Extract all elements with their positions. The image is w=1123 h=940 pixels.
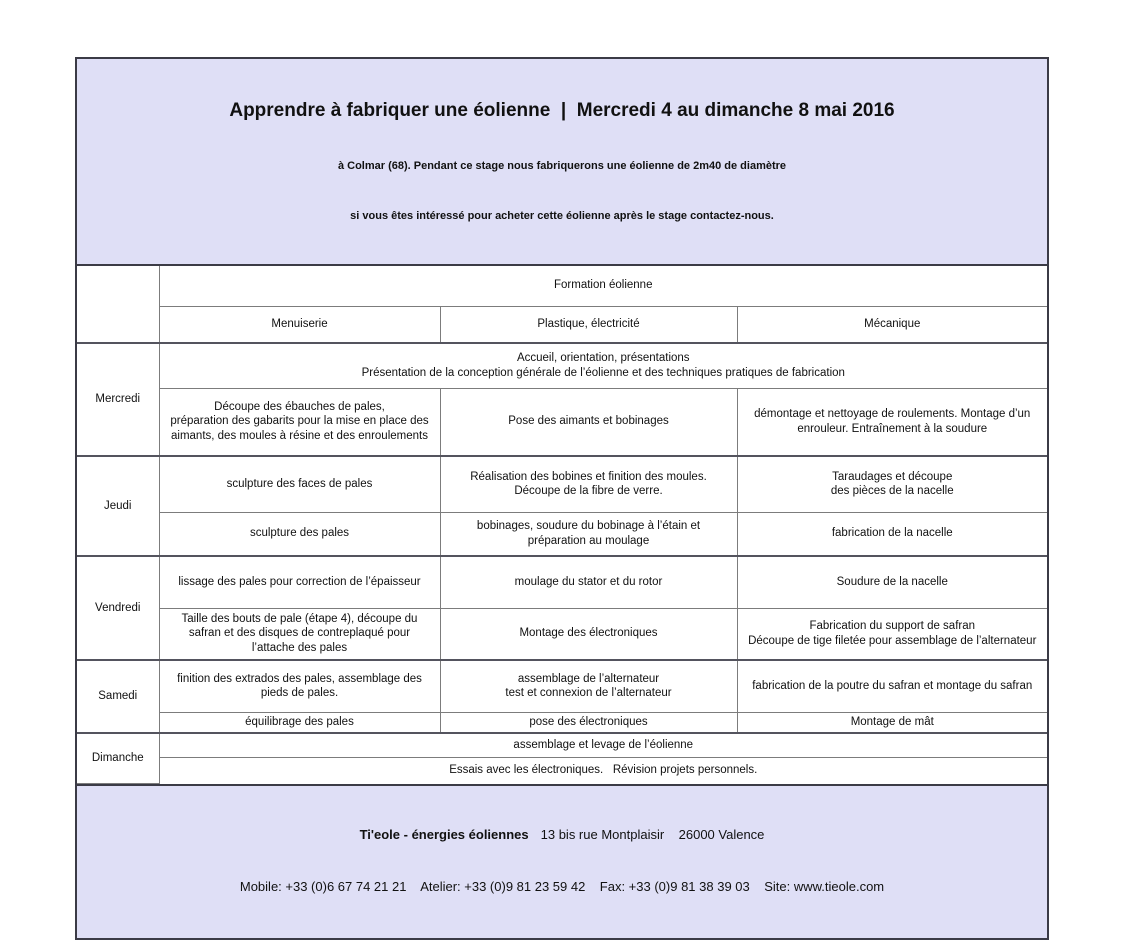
schedule-cell-samedi-plastique-2: pose des électroniques — [440, 712, 737, 733]
corner-empty-cell — [77, 266, 159, 343]
schedule-table — [77, 266, 1047, 784]
header-subtitle-1: à Colmar (68). Pendant ce stage nous fabriquerons une éolienne de 2m40 de diamètre — [337, 160, 787, 172]
column-header-menuiserie: Menuiserie — [159, 306, 440, 343]
schedule-cell-jeudi-mecanique-1: Taraudages et découpe des pièces de la nacelle — [737, 456, 1047, 512]
column-header-plastique-electricite: Plastique, électricité — [440, 306, 737, 343]
schedule-cell-jeudi-menuiserie-1: sculpture des faces de pales — [159, 456, 440, 512]
day-label-samedi: Samedi — [77, 660, 159, 733]
footer-line-1 — [83, 827, 1041, 843]
footer-band — [77, 784, 1047, 938]
footer-contacts: Mobile: +33 (0)6 67 74 21 21 Atelier: +33 (0)9 81 23 59 42 Fax: +33 (0)9 81 38 39 03 Site: www.tieole.com — [239, 878, 885, 894]
footer-company: Ti'eole - énergies éoliennes — [359, 826, 529, 842]
schedule-cell-vendredi-plastique-2: Montage des électroniques — [440, 608, 737, 660]
schedule-cell-vendredi-mecanique-1: Soudure de la nacelle — [737, 556, 1047, 608]
schedule-cell-samedi-mecanique-1: fabrication de la poutre du safran et montage du safran — [737, 660, 1047, 712]
day-label-mercredi: Mercredi — [77, 343, 159, 456]
schedule-cell-vendredi-menuiserie-1: lissage des pales pour correction de l’épaisseur — [159, 556, 440, 608]
day-label-jeudi: Jeudi — [77, 456, 159, 556]
day-label-dimanche: Dimanche — [77, 733, 159, 783]
page-title: Apprendre à fabriquer une éolienne | Mercredi 4 au dimanche 8 mai 2016 — [229, 100, 895, 121]
day-label-vendredi: Vendredi — [77, 556, 159, 660]
schedule-cell-mercredi-plastique: Pose des aimants et bobinages — [440, 388, 737, 456]
schedule-cell-dimanche-all-2: Essais avec les électroniques. Révision projets personnels. — [159, 757, 1047, 783]
schedule-cell-dimanche-all-1: assemblage et levage de l’éolienne — [159, 733, 1047, 757]
schedule-cell-mercredi-menuiserie: Découpe des ébauches de pales, préparation des gabarits pour la mise en place des aimants, des moules à résine et des enroulements — [159, 388, 440, 456]
schedule-cell-vendredi-plastique-1: moulage du stator et du rotor — [440, 556, 737, 608]
header-band — [77, 59, 1047, 266]
schedule-cell-samedi-menuiserie-1: finition des extrados des pales, assemblage des pieds de pales. — [159, 660, 440, 712]
schedule-cell-jeudi-mecanique-2: fabrication de la nacelle — [737, 512, 1047, 556]
schedule-cell-vendredi-mecanique-2: Fabrication du support de safran Découpe de tige filetée pour assemblage de l’alternateur — [737, 608, 1047, 660]
footer-address: 13 bis rue Montplaisir 26000 Valence — [540, 826, 765, 842]
column-header-mecanique: Mécanique — [737, 306, 1047, 343]
table-group-header: Formation éolienne — [159, 266, 1047, 306]
schedule-cell-samedi-plastique-1: assemblage de l’alternateur test et connexion de l’alternateur — [440, 660, 737, 712]
schedule-cell-vendredi-menuiserie-2: Taille des bouts de pale (étape 4), découpe du safran et des disques de contreplaqué pour l’attache des pales — [159, 608, 440, 660]
schedule-cell-samedi-menuiserie-2: équilibrage des pales — [159, 712, 440, 733]
header-subtitle-2: si vous êtes intéressé pour acheter cette éolienne après le stage contactez-nous. — [350, 210, 774, 222]
schedule-cell-jeudi-plastique-1: Réalisation des bobines et finition des moules. Découpe de la fibre de verre. — [440, 456, 737, 512]
document-sheet — [75, 57, 1049, 940]
schedule-cell-mercredi-all: Accueil, orientation, présentations Présentation de la conception générale de l’éolienne et des techniques pratiques de fabrication — [159, 343, 1047, 388]
schedule-cell-jeudi-menuiserie-2: sculpture des pales — [159, 512, 440, 556]
schedule-cell-jeudi-plastique-2: bobinages, soudure du bobinage à l’étain et préparation au moulage — [440, 512, 737, 556]
schedule-cell-samedi-mecanique-2: Montage de mât — [737, 712, 1047, 733]
schedule-cell-mercredi-mecanique: démontage et nettoyage de roulements. Montage d’un enrouleur. Entraînement à la soudure — [737, 388, 1047, 456]
